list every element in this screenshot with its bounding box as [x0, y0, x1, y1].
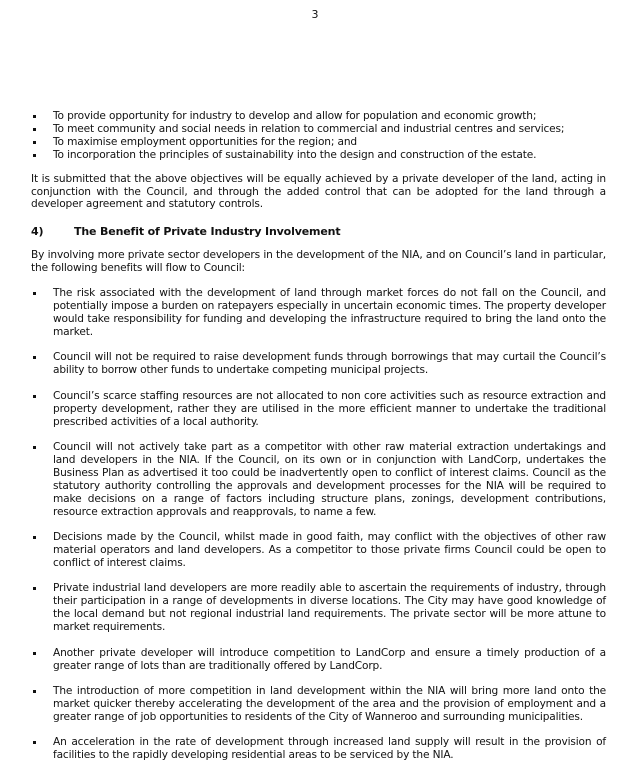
benefit-text: Council’s scarce staffing resources are not allocated to non core activities such as resource extraction and property development, rather they are utilised in the more efficient manner to undertake the traditional prescribed activities of a local authority.	[53, 389, 606, 428]
benefit-text: Private industrial land developers are more readily able to ascertain the requirements of industry, through their participation in a range of developments in diverse locations. The City may have good knowledge of the local demand but not regional industrial land requirements. The private sector will be more attune to market requirements.	[53, 582, 606, 634]
square-bullet-icon	[33, 690, 36, 693]
benefit-item	[31, 582, 606, 634]
benefit-item	[31, 287, 606, 339]
section-title: The Benefit of Private Industry Involvement	[74, 225, 341, 239]
square-bullet-icon	[33, 446, 36, 449]
submission-paragraph: It is submitted that the above objectives will be equally achieved by a private developer of the land, acting in conjunction with the Council, and through the added control that can be adopted for the land through a developer agreement and statutory controls.	[31, 172, 606, 211]
square-bullet-icon	[33, 395, 36, 398]
objective-item	[31, 149, 606, 162]
benefit-item	[31, 736, 606, 762]
square-bullet-icon	[33, 141, 36, 144]
square-bullet-icon	[33, 356, 36, 359]
benefit-item	[31, 531, 606, 570]
benefit-text: Council will not actively take part as a competitor with other raw material extraction undertakings and land developers in the NIA. If the Council, on its own or in conjunction with LandCorp, undertakes the Business Plan as advertised it too could be inadvertently open to conflict of interest claims. Council as the statutory authority controlling the approvals and development processes for the NIA will be required to make decisions on a range of factors including structure plans, zonings, development contributions, resource extraction approvals and reapprovals, to name a few.	[53, 441, 606, 518]
objective-item	[31, 110, 606, 123]
objective-item	[31, 136, 606, 149]
benefit-text: Another private developer will introduce competition to LandCorp and ensure a timely production of a greater range of lots than are traditionally offered by LandCorp.	[53, 646, 606, 672]
section-intro: By involving more private sector developers in the development of the NIA, and on Council’s land in particular, the following benefits will flow to Council:	[31, 249, 606, 275]
benefit-item	[31, 390, 606, 429]
objective-item	[31, 123, 606, 136]
square-bullet-icon	[33, 292, 36, 295]
square-bullet-icon	[33, 587, 36, 590]
objective-text: To maximise employment opportunities for the region; and	[53, 135, 357, 148]
section-number: 4)	[31, 225, 44, 239]
objective-text: To provide opportunity for industry to develop and allow for population and economic growth;	[53, 110, 537, 122]
square-bullet-icon	[33, 741, 36, 744]
objective-text: To meet community and social needs in relation to commercial and industrial centres and services;	[53, 122, 565, 135]
square-bullet-icon	[33, 652, 36, 655]
page-number: 3	[311, 8, 319, 21]
square-bullet-icon	[33, 128, 36, 131]
page-content	[31, 110, 606, 775]
benefit-item	[31, 647, 606, 673]
benefit-text: Decisions made by the Council, whilst made in good faith, may conflict with the objectives of other raw material operators and land developers. As a competitor to those private firms Council could be open to conflict of interest claims.	[53, 531, 606, 569]
benefit-text: An acceleration in the rate of development through increased land supply will result in the provision of facilities to the rapidly developing residential areas to be serviced by the NIA.	[53, 736, 606, 762]
square-bullet-icon	[33, 154, 36, 157]
benefit-text: The risk associated with the development of land through market forces do not fall on the Council, and potentially impose a burden on ratepayers especially in uncertain economic times. The property developer would take responsibility for funding and developing the infrastructure required to bring the land onto the market.	[53, 287, 606, 338]
square-bullet-icon	[33, 536, 36, 539]
objectives-list	[31, 110, 606, 162]
benefit-text: The introduction of more competition in land development within the NIA will bring more land onto the market quicker thereby accelerating the development of the area and the provision of employment and a greater range of job opportunities to residents of the City of Wanneroo and surrounding municipalities.	[53, 685, 606, 723]
benefit-item	[31, 351, 606, 377]
benefit-item	[31, 441, 606, 518]
benefit-item	[31, 685, 606, 724]
objective-text: To incorporation the principles of sustainability into the design and construction of the estate.	[53, 148, 537, 161]
square-bullet-icon	[33, 115, 36, 118]
benefit-text: Council will not be required to raise development funds through borrowings that may curtail the Council’s ability to borrow other funds to undertake competing municipal projects.	[53, 351, 606, 377]
section-heading	[31, 225, 606, 238]
benefits-list	[31, 287, 606, 762]
